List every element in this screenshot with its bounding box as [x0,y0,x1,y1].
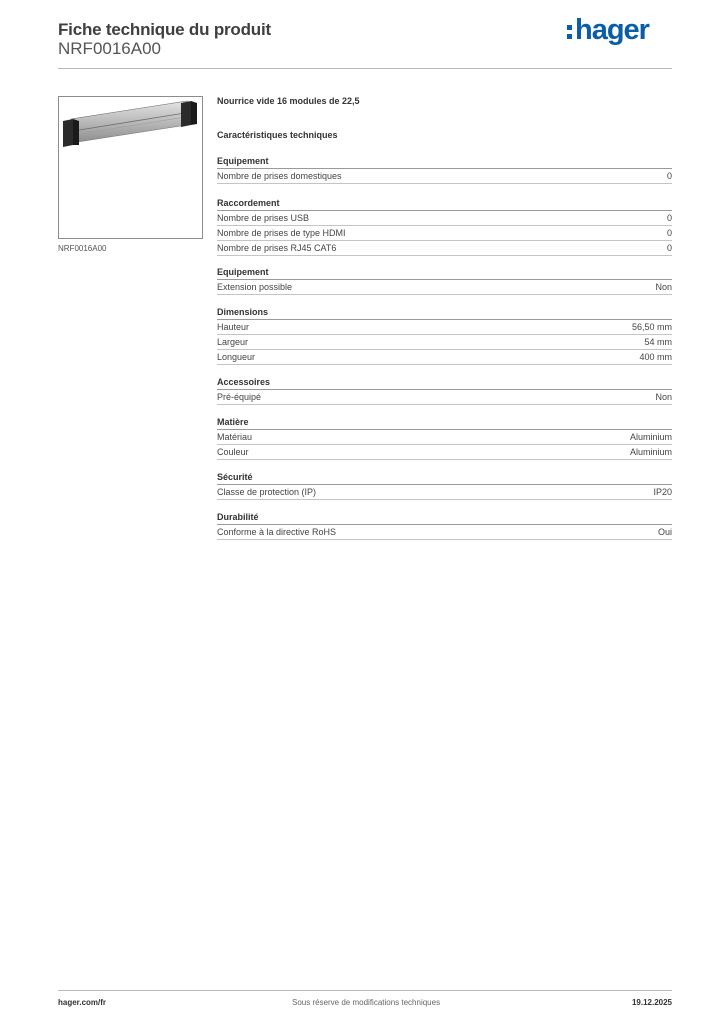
spec-label: Nombre de prises de type HDMI [217,228,346,238]
spec-group [217,417,672,460]
spec-value: IP20 [653,487,672,497]
spec-value: 54 mm [644,337,672,347]
spec-row [217,226,672,241]
spec-row [217,169,672,184]
spec-row [217,350,672,365]
spec-group-title: Equipement [217,156,672,169]
logo-colon-icon [567,25,572,39]
footer-notice: Sous réserve de modifications techniques [292,998,441,1007]
spec-value: Aluminium [629,432,672,442]
hager-logo [567,16,649,45]
spec-value: Non [655,392,672,402]
page-title: Fiche technique du produit [58,20,271,39]
spec-label: Longueur [217,352,256,362]
spec-group [217,198,672,256]
spec-group [217,472,672,500]
footer-divider [58,990,672,991]
spec-label: Pré-équipé [217,392,262,402]
spec-group [217,512,672,540]
logo-text: hager [575,14,649,46]
spec-row [217,445,672,460]
spec-label: Matériau [217,432,253,442]
spec-label: Classe de protection (IP) [217,487,317,497]
spec-row [217,320,672,335]
spec-group [217,267,672,295]
spec-value: 0 [666,171,672,181]
spec-value: Non [655,282,672,292]
spec-group [217,307,672,365]
product-image [58,96,203,239]
spec-row [217,241,672,256]
spec-group [217,156,672,184]
spec-group-title: Sécurité [217,472,672,485]
spec-row [217,485,672,500]
spec-value: 0 [666,228,672,238]
spec-group [217,377,672,405]
spec-group-title: Matière [217,417,672,430]
footer-website-link[interactable]: hager.com/fr [58,998,107,1007]
spec-groups [217,156,672,540]
spec-group-title: Accessoires [217,377,672,390]
product-photo-icon [59,97,202,238]
spec-value: Oui [657,527,672,537]
image-caption: NRF0016A00 [58,244,107,253]
spec-group-title: Equipement [217,267,672,280]
spec-label: Largeur [217,337,249,347]
spec-label: Nombre de prises RJ45 CAT6 [217,243,337,253]
spec-label: Couleur [217,447,249,457]
footer-date: 19.12.2025 [631,998,672,1007]
spec-content [217,96,672,540]
spec-row [217,525,672,540]
spec-value: 0 [666,243,672,253]
spec-label: Conforme à la directive RoHS [217,527,337,537]
spec-group-title: Dimensions [217,307,672,320]
spec-group-title: Durabilité [217,512,672,525]
spec-label: Nombre de prises domestiques [217,171,342,181]
spec-row [217,211,672,226]
spec-row [217,280,672,295]
spec-value: Aluminium [629,447,672,457]
spec-label: Extension possible [217,282,293,292]
spec-value: 56,50 mm [631,322,672,332]
spec-row [217,390,672,405]
spec-row [217,430,672,445]
product-name: Nourrice vide 16 modules de 22,5 [217,96,360,106]
header-divider [58,68,672,69]
spec-row [217,335,672,350]
product-reference: NRF0016A00 [58,39,162,58]
spec-label: Nombre de prises USB [217,213,310,223]
spec-label: Hauteur [217,322,250,332]
spec-section-heading: Caractéristiques techniques [217,130,338,140]
spec-value: 400 mm [639,352,672,362]
spec-group-title: Raccordement [217,198,672,211]
spec-value: 0 [666,213,672,223]
